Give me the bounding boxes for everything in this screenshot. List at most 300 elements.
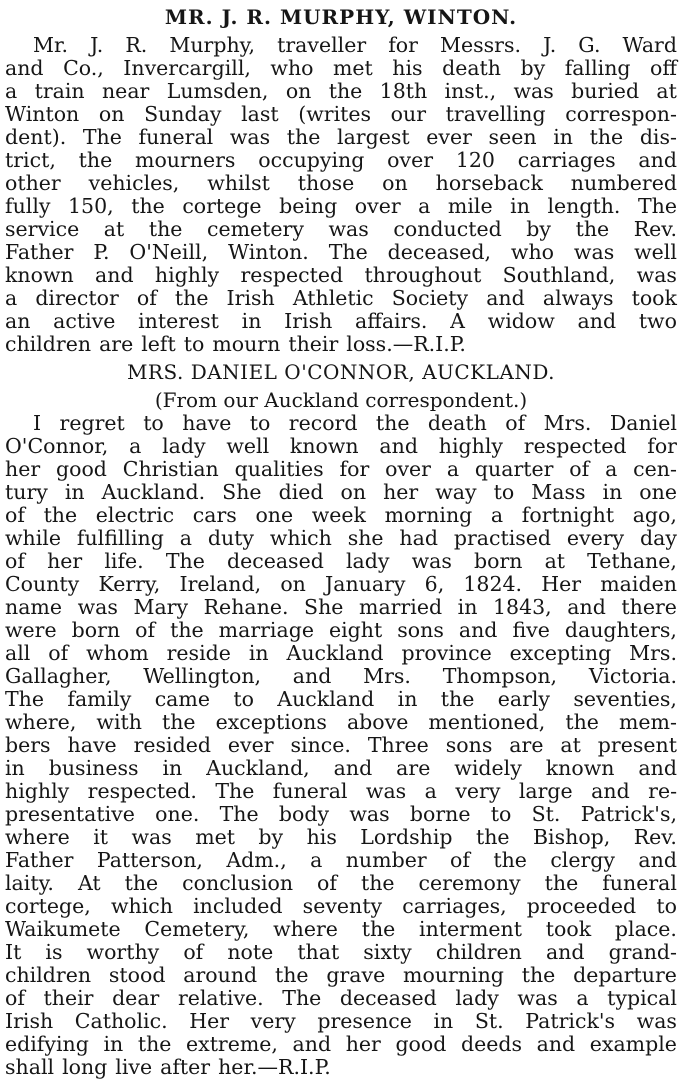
word: vehicles, <box>88 171 180 195</box>
text-line <box>5 895 677 918</box>
word: and <box>5 56 44 80</box>
word: of <box>48 641 69 665</box>
word: deeds <box>460 1032 522 1056</box>
word: Daniel <box>609 411 677 435</box>
word: her <box>47 549 83 573</box>
word: Auckland. <box>101 480 206 504</box>
word: fortnight <box>521 503 615 527</box>
word: note <box>227 940 274 964</box>
word: is <box>45 940 63 964</box>
word: children <box>435 940 522 964</box>
word: to <box>233 687 254 711</box>
text-line <box>5 780 677 803</box>
word: born <box>473 549 523 573</box>
word: to <box>183 332 205 356</box>
word: were <box>5 618 57 642</box>
word: she <box>347 526 384 550</box>
word: funeral <box>272 779 348 803</box>
word: above <box>346 710 409 734</box>
word: one <box>255 503 294 527</box>
word: at <box>560 733 581 757</box>
word: was <box>636 1009 677 1033</box>
text-line <box>5 803 677 826</box>
word: funeral <box>138 125 214 149</box>
word: seventy <box>302 894 383 918</box>
word: O'Neill, <box>129 240 209 264</box>
word: Auckland, <box>206 756 310 780</box>
word: Messrs. <box>440 33 522 57</box>
word: dear <box>112 986 160 1010</box>
word: known <box>289 434 359 458</box>
word: and <box>333 756 373 780</box>
word: proceeded <box>526 894 637 918</box>
word: Co., <box>63 56 104 80</box>
word: conclusion <box>182 871 294 895</box>
word: Rev. <box>633 825 677 849</box>
word: present <box>597 733 677 757</box>
word: which <box>269 526 332 550</box>
text-line <box>5 149 677 172</box>
word: resided <box>133 733 211 757</box>
text-line <box>5 333 677 356</box>
word: at <box>103 217 125 241</box>
word: excepting <box>509 641 612 665</box>
word: there <box>621 595 677 619</box>
word: whilst <box>207 171 270 195</box>
word: in <box>433 1009 454 1033</box>
word: the <box>286 125 321 149</box>
article-1-body <box>5 34 677 356</box>
word: took <box>631 286 677 310</box>
word: deceased, <box>387 240 492 264</box>
article-2-body <box>5 412 677 1079</box>
word: long <box>62 1055 108 1079</box>
word: A <box>450 309 465 333</box>
word: dis- <box>639 125 677 149</box>
word: to <box>143 411 164 435</box>
word: qualities <box>234 457 324 481</box>
word: ever <box>227 733 274 757</box>
word: of <box>5 549 25 573</box>
word: to <box>656 894 677 918</box>
word: Lordship <box>360 825 453 849</box>
word: body <box>278 802 330 826</box>
word: and <box>292 1032 332 1056</box>
word: R. <box>125 33 148 57</box>
text-line <box>5 1010 677 1033</box>
word: 1843, <box>493 595 552 619</box>
word: for <box>647 434 677 458</box>
word: (writes <box>298 102 372 126</box>
word: cars <box>192 503 237 527</box>
word: it <box>93 825 109 849</box>
word: Tethane, <box>587 549 677 573</box>
word: relative. <box>177 986 264 1010</box>
word: Ward <box>622 33 677 57</box>
word: name <box>5 595 62 619</box>
word: other <box>5 171 61 195</box>
text-line <box>5 711 677 734</box>
word: of <box>5 503 25 527</box>
word: falling <box>564 56 631 80</box>
word: The <box>215 779 255 803</box>
word: fulfilling <box>76 526 164 550</box>
word: Patrick's <box>525 1009 616 1033</box>
text-line <box>5 596 677 619</box>
word: a <box>5 79 18 103</box>
word: widow <box>487 309 555 333</box>
word: his <box>306 825 337 849</box>
word: early <box>497 687 551 711</box>
word: which <box>110 894 173 918</box>
word: Cemetery, <box>144 917 250 941</box>
text-line <box>5 126 677 149</box>
word: Irish <box>226 286 275 310</box>
word: service <box>5 217 80 241</box>
word: and <box>379 434 418 458</box>
word: those <box>297 171 355 195</box>
word: in <box>457 595 478 619</box>
word: the <box>575 217 610 241</box>
word: The <box>282 986 322 1010</box>
word: while <box>5 526 61 550</box>
word: travelling <box>445 102 546 126</box>
word: are <box>396 756 431 780</box>
word: J. <box>543 33 557 57</box>
word: his <box>392 56 423 80</box>
word: business <box>48 756 139 780</box>
text-line <box>5 504 677 527</box>
word: highly <box>438 434 503 458</box>
word: by <box>258 825 284 849</box>
word: of <box>5 986 25 1010</box>
word: tury <box>5 480 48 504</box>
word: our <box>390 102 427 126</box>
word: Kerry, <box>98 572 161 596</box>
word: and <box>638 148 677 172</box>
word: in <box>248 641 269 665</box>
word: a <box>424 779 437 803</box>
word: length. <box>547 194 621 218</box>
text-line <box>5 665 677 688</box>
text-line <box>5 872 677 895</box>
word: She <box>222 480 262 504</box>
word: a <box>129 434 142 458</box>
word: Catholic. <box>74 1009 168 1033</box>
word: 150, <box>68 194 114 218</box>
word: and <box>545 940 585 964</box>
word: since. <box>290 733 351 757</box>
word: at <box>656 79 677 103</box>
word: respected <box>240 263 344 287</box>
word: on <box>98 102 125 126</box>
word: Mrs. <box>543 411 592 435</box>
article-2-subheading: (From our Auckland correspondent.) <box>154 388 528 412</box>
word: the <box>375 411 410 435</box>
word: cortege <box>182 194 262 218</box>
word: have <box>182 411 232 435</box>
word: typical <box>607 986 677 1010</box>
word: was <box>573 240 615 264</box>
word: met <box>332 56 373 80</box>
word: a <box>179 526 192 550</box>
word: all <box>5 641 31 665</box>
word: live <box>115 1055 153 1079</box>
word: I <box>33 411 42 435</box>
word: extreme, <box>186 1032 278 1056</box>
word: after <box>160 1055 211 1079</box>
word: duty <box>207 526 254 550</box>
word: met <box>195 825 235 849</box>
text-line <box>5 619 677 642</box>
word: Murphy, <box>169 33 256 57</box>
text-line <box>5 80 677 103</box>
word: the <box>174 286 209 310</box>
word: lady <box>455 986 499 1010</box>
word: the <box>544 871 579 895</box>
word: re- <box>648 779 677 803</box>
word: She <box>304 595 344 619</box>
word: the <box>440 687 475 711</box>
word: The <box>5 687 45 711</box>
word: around <box>183 963 258 987</box>
word: seen <box>488 125 537 149</box>
word: very <box>455 779 501 803</box>
word: the <box>170 618 204 642</box>
word: in <box>162 756 183 780</box>
word: director <box>35 286 119 310</box>
word: deceased <box>226 549 324 573</box>
word: highly <box>5 779 70 803</box>
word: and <box>458 618 498 642</box>
word: the <box>328 79 363 103</box>
word: Victoria. <box>588 664 677 688</box>
word: Patrick's, <box>580 802 677 826</box>
word: was <box>77 595 118 619</box>
word: the <box>274 963 309 987</box>
word: sons <box>397 618 444 642</box>
word: to <box>490 802 512 826</box>
word: practised <box>453 526 552 550</box>
text-line <box>5 103 677 126</box>
word: death <box>427 411 487 435</box>
word: ago, <box>632 503 677 527</box>
word: where <box>5 825 70 849</box>
word: Lumsden, <box>166 79 269 103</box>
word: Patterson, <box>96 848 203 872</box>
word: last <box>241 102 279 126</box>
text-line <box>5 757 677 780</box>
word: Wellington, <box>143 664 262 688</box>
word: laity. <box>5 871 54 895</box>
word: mourn <box>212 332 281 356</box>
word: and <box>567 595 606 619</box>
word: quarter <box>474 457 554 481</box>
word: the <box>161 710 196 734</box>
word: the <box>148 217 183 241</box>
word: and <box>638 756 677 780</box>
word: fully <box>5 194 51 218</box>
word: by <box>526 217 551 241</box>
word: departure <box>573 963 677 987</box>
word: the <box>78 148 113 172</box>
word: Thompson, <box>442 664 558 688</box>
word: of <box>183 940 204 964</box>
word: respected. <box>87 779 197 803</box>
article-2-heading: MRS. DANIEL O'CONNOR, AUCKLAND. <box>126 360 556 384</box>
word: train <box>34 79 85 103</box>
word: and <box>292 664 332 688</box>
word: conducted <box>393 217 502 241</box>
word: every <box>566 526 625 550</box>
word: had <box>399 526 438 550</box>
text-line <box>5 412 677 435</box>
word: known <box>545 756 615 780</box>
word: Father <box>5 848 74 872</box>
word: in <box>553 125 573 149</box>
word: active <box>53 309 116 333</box>
word: Auckland <box>286 641 384 665</box>
word: of <box>505 411 526 435</box>
word: grand- <box>608 940 677 964</box>
word: marriage <box>218 618 314 642</box>
text-line <box>5 918 677 941</box>
word: record <box>288 411 358 435</box>
word: Adm., <box>226 848 287 872</box>
word: St. <box>531 802 561 826</box>
word: of <box>135 618 156 642</box>
word: January <box>325 572 406 596</box>
word: in <box>602 480 623 504</box>
word: Her <box>189 1009 230 1033</box>
word: their <box>288 332 339 356</box>
word: The <box>328 240 368 264</box>
word: five <box>512 618 550 642</box>
word: good <box>55 457 107 481</box>
word: Winton. <box>228 240 309 264</box>
word: died <box>278 480 324 504</box>
text-line <box>5 195 677 218</box>
word: Mrs. <box>629 641 677 665</box>
word: maiden <box>600 572 677 596</box>
word: over <box>354 194 401 218</box>
text-line <box>5 34 677 57</box>
word: born <box>71 618 121 642</box>
word: to <box>249 411 271 435</box>
text-line <box>5 826 677 849</box>
word: It <box>5 940 22 964</box>
word: the <box>475 825 510 849</box>
word: her <box>345 1032 381 1056</box>
word: left <box>141 332 176 356</box>
word: interest <box>138 309 219 333</box>
word: Rehane. <box>203 595 289 619</box>
word: and <box>638 848 677 872</box>
word: Three <box>367 733 429 757</box>
text-line <box>5 550 677 573</box>
word: dent). <box>5 125 67 149</box>
word: Ireland, <box>179 572 262 596</box>
text-line <box>5 310 677 333</box>
word: The <box>82 125 122 149</box>
text-line <box>5 172 677 195</box>
word: who <box>510 240 555 264</box>
word: family <box>67 687 132 711</box>
newspaper-column <box>5 4 677 1079</box>
word: stood <box>108 963 166 987</box>
word: correspon- <box>565 102 677 126</box>
word: whom <box>86 641 149 665</box>
word: loss.—R.I.P. <box>346 332 466 356</box>
word: Mrs. <box>363 664 411 688</box>
word: exceptions <box>215 710 327 734</box>
word: well <box>226 434 270 458</box>
text-line <box>5 987 677 1010</box>
word: Winton <box>5 102 80 126</box>
word: one. <box>155 802 200 826</box>
word: was <box>229 125 271 149</box>
word: J. <box>90 33 104 57</box>
text-line <box>5 264 677 287</box>
word: known <box>5 263 74 287</box>
text-line <box>5 573 677 596</box>
word: a <box>5 286 18 310</box>
word: life. <box>104 549 144 573</box>
word: well <box>634 240 677 264</box>
word: where <box>273 917 338 941</box>
word: reside <box>166 641 231 665</box>
word: place. <box>614 917 677 941</box>
text-line <box>5 734 677 757</box>
word: interment <box>419 917 522 941</box>
word: regret <box>59 411 125 435</box>
word: being <box>279 194 338 218</box>
word: a <box>576 986 589 1010</box>
word: of <box>450 848 470 872</box>
word: G. <box>578 33 601 57</box>
text-line <box>5 481 677 504</box>
word: off <box>650 56 677 80</box>
word: way <box>435 480 477 504</box>
text-line <box>5 241 677 264</box>
word: Invercargill, <box>123 56 251 80</box>
word: sixty <box>363 940 412 964</box>
word: affairs. <box>355 309 428 333</box>
word: good <box>395 1032 447 1056</box>
word: and <box>95 263 134 287</box>
word: 18th <box>379 79 428 103</box>
word: and <box>591 779 630 803</box>
word: of <box>317 871 337 895</box>
word: presence <box>317 1009 412 1033</box>
word: ceremony <box>418 871 521 895</box>
word: the <box>565 710 599 734</box>
word: married <box>359 595 443 619</box>
word: to <box>493 480 515 504</box>
word: carriages <box>517 148 616 172</box>
word: the <box>493 848 527 872</box>
word: mourning <box>403 963 504 987</box>
word: children <box>5 963 92 987</box>
word: children <box>5 332 92 356</box>
word: her.—R.I.P. <box>218 1055 331 1079</box>
word: in <box>397 687 418 711</box>
word: at <box>544 549 566 573</box>
word: lady <box>162 434 206 458</box>
word: was <box>513 79 554 103</box>
word: the <box>521 963 556 987</box>
word: her <box>5 457 41 481</box>
